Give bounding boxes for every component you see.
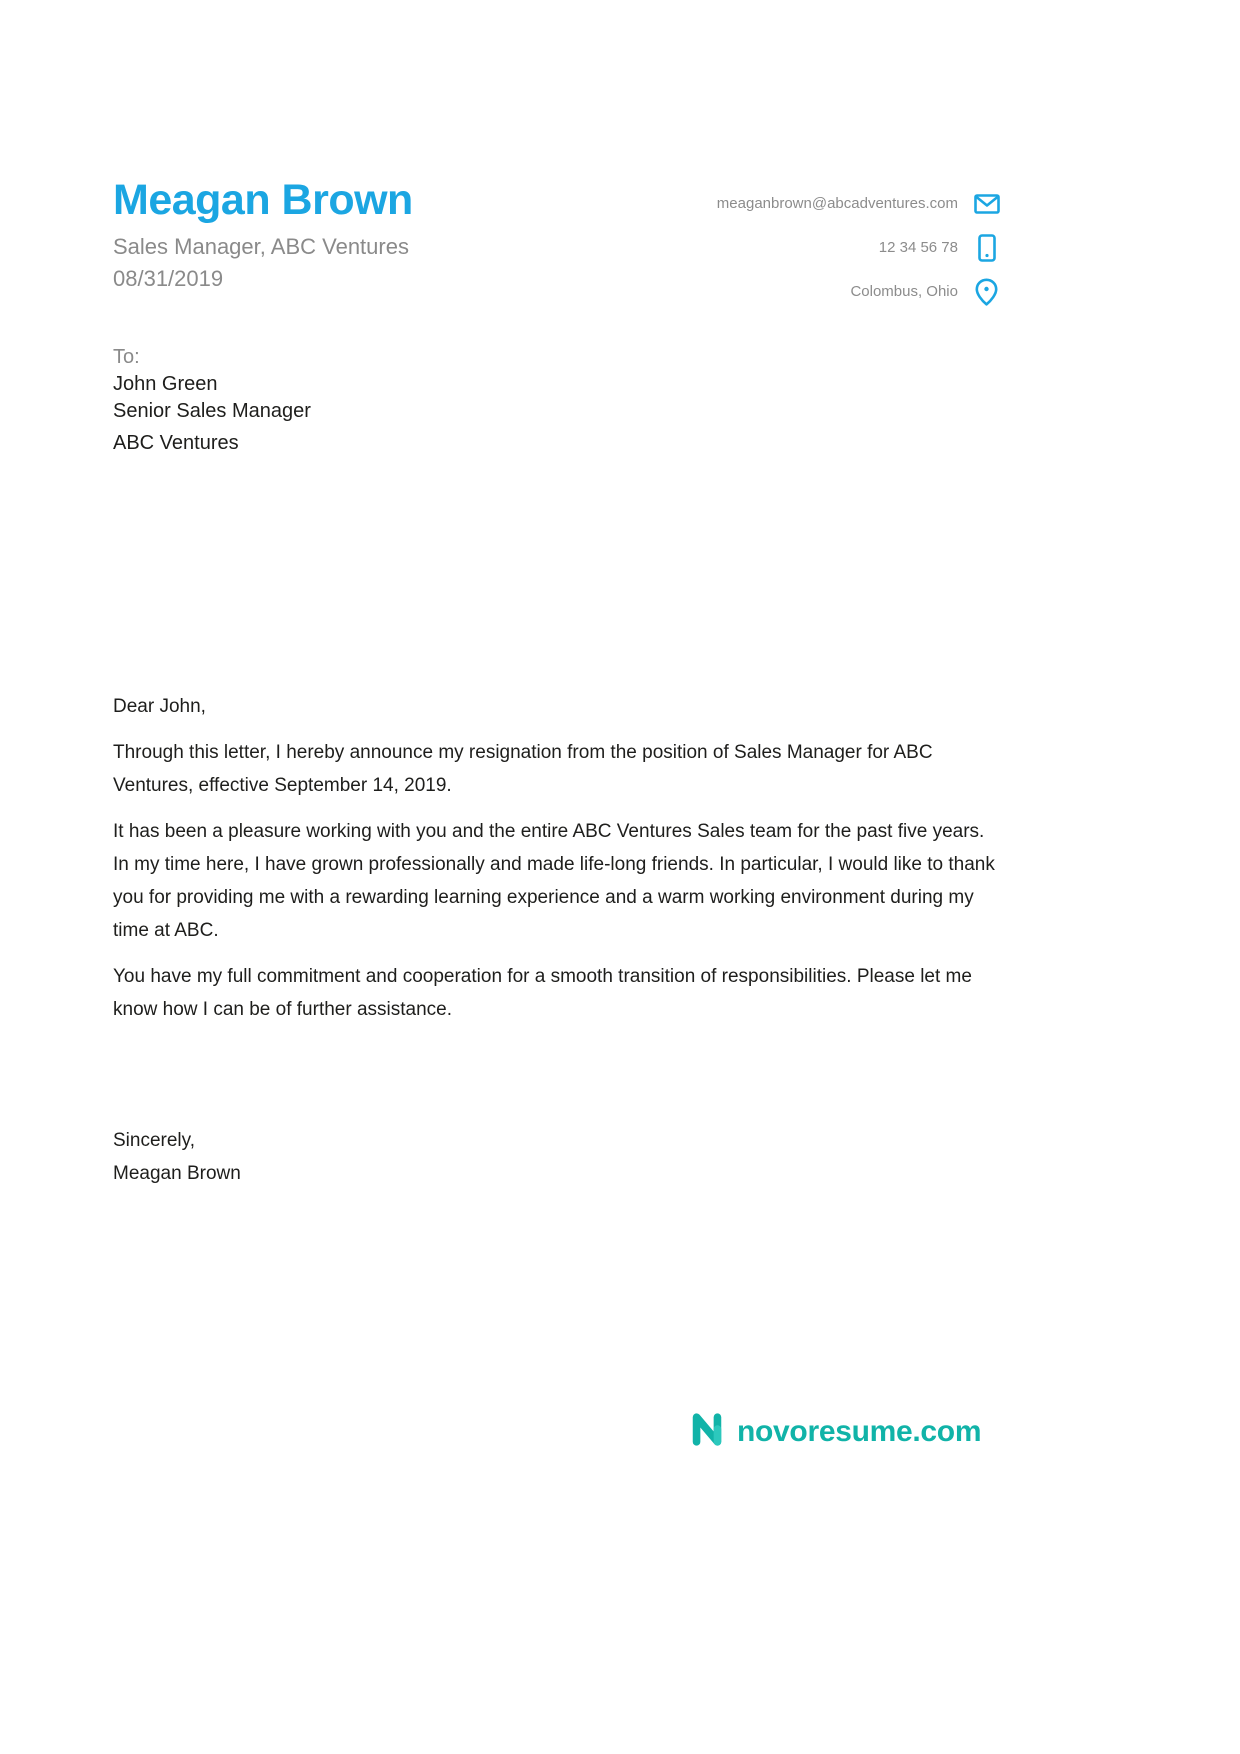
email-text: meaganbrown@abcadventures.com bbox=[716, 195, 958, 212]
smartphone-icon bbox=[973, 234, 1000, 262]
contact-location-row bbox=[717, 278, 1000, 305]
footer-brand-text: novoresume.com bbox=[737, 1414, 982, 1448]
location-text: Colombus, Ohio bbox=[850, 283, 958, 300]
phone-text: 12 34 56 78 bbox=[878, 239, 958, 256]
envelope-icon bbox=[973, 194, 1000, 214]
sender-header bbox=[113, 176, 413, 293]
contact-email-row bbox=[717, 190, 1000, 217]
footer-brand[interactable] bbox=[688, 1410, 981, 1453]
paragraph: Through this letter, I hereby announce my resignation from the position of Sales Manager for ABC Ventures, effective September 14, 2019. bbox=[113, 742, 933, 796]
contact-phone-row bbox=[717, 234, 1000, 261]
recipient-title: Senior Sales Manager bbox=[113, 400, 311, 422]
map-pin-icon bbox=[973, 278, 1000, 306]
signoff-block bbox=[113, 1124, 1001, 1190]
letter-body bbox=[113, 690, 1001, 1190]
sender-job-title: Sales Manager, ABC Ventures bbox=[113, 234, 409, 259]
contact-block bbox=[717, 190, 1000, 322]
signature: Meagan Brown bbox=[113, 1163, 241, 1184]
salutation: Dear John, bbox=[113, 696, 206, 717]
paragraph: It has been a pleasure working with you and the entire ABC Ventures Sales team for the past five years. In my time here, I have grown professionally and made life-long friends. In particular, I would like to thank you for providing me with a rewarding learning experience and a warm working environment during my time at ABC. bbox=[113, 821, 995, 941]
paragraph: You have my full commitment and cooperation for a smooth transition of responsibilities. Please let me know how I can be of further assistance. bbox=[113, 966, 972, 1020]
recipient-label: To: bbox=[113, 346, 140, 368]
recipient-block bbox=[113, 344, 311, 457]
recipient-name: John Green bbox=[113, 373, 218, 395]
closing: Sincerely, bbox=[113, 1130, 196, 1151]
letter-date: 08/31/2019 bbox=[113, 266, 224, 291]
sender-name: Meagan Brown bbox=[113, 176, 413, 224]
novoresume-logo-icon bbox=[688, 1410, 726, 1453]
recipient-company: ABC Ventures bbox=[113, 432, 239, 454]
